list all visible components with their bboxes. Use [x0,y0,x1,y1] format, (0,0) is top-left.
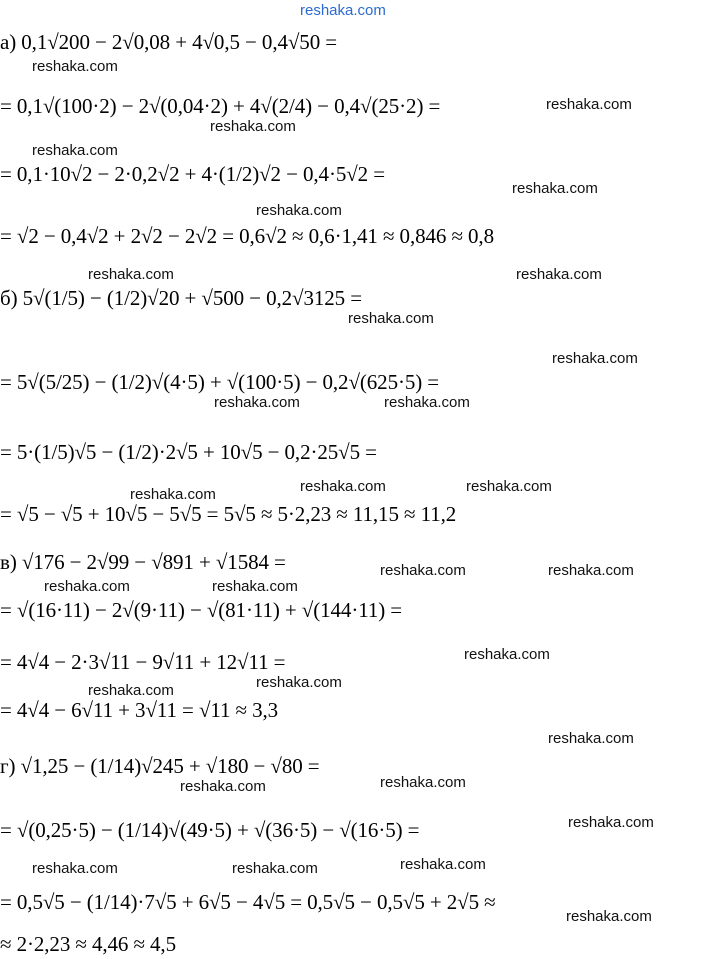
watermark: reshaka.com [400,856,486,873]
line-g-1: г) √1,25 − (1/14)√245 + √180 − √80 = [0,754,320,778]
line-b-4: = √5 − √5 + 10√5 − 5√5 = 5√5 ≈ 5·2,23 ≈ 11,15 ≈ 11,2 [0,502,457,526]
watermark: reshaka.com [546,96,632,113]
watermark: reshaka.com [32,142,118,159]
watermark: reshaka.com [552,350,638,367]
line-v-1: в) √176 − 2√99 − √891 + √1584 = [0,550,286,574]
line-v-4: = 4√4 − 6√11 + 3√11 = √11 ≈ 3,3 [0,698,279,722]
watermark: reshaka.com [380,562,466,579]
line-g-2: = √(0,25·5) − (1/14)√(49·5) + √(36·5) − √(16·5) = [0,818,420,842]
watermark: reshaka.com [212,578,298,595]
line-v-2: = √(16·11) − 2√(9·11) − √(81·11) + √(144·11) = [0,598,403,622]
watermark: reshaka.com [256,674,342,691]
watermark: reshaka.com [548,730,634,747]
watermark: reshaka.com [88,266,174,283]
watermark: reshaka.com [32,860,118,877]
line-b-3: = 5·(1/5)√5 − (1/2)·2√5 + 10√5 − 0,2·25√5 = [0,440,377,464]
watermark: reshaka.com [512,180,598,197]
line-a-4: = √2 − 0,4√2 + 2√2 − 2√2 = 0,6√2 ≈ 0,6·1,41 ≈ 0,846 ≈ 0,8 [0,224,494,248]
line-v-3: = 4√4 − 2·3√11 − 9√11 + 12√11 = [0,650,286,674]
watermark: reshaka.com [214,394,300,411]
line-a-3: = 0,1·10√2 − 2·0,2√2 + 4·(1/2)√2 − 0,4·5√2 = [0,162,385,186]
line-b-1: б) 5√(1/5) − (1/2)√20 + √500 − 0,2√3125 = [0,286,362,310]
watermark: reshaka.com [44,578,130,595]
watermark: reshaka.com [380,774,466,791]
watermark: reshaka.com [384,394,470,411]
watermark: reshaka.com [348,310,434,327]
watermark: reshaka.com [32,58,118,75]
watermark: reshaka.com [256,202,342,219]
watermark: reshaka.com [232,860,318,877]
watermark: reshaka.com [566,908,652,925]
watermark: reshaka.com [548,562,634,579]
line-a-2: = 0,1√(100·2) − 2√(0,04·2) + 4√(2/4) − 0,4√(25·2) = [0,94,441,118]
line-g-4: ≈ 2·2,23 ≈ 4,46 ≈ 4,5 [0,932,176,956]
line-a-1: а) 0,1√200 − 2√0,08 + 4√0,5 − 0,4√50 = [0,30,337,54]
watermark: reshaka.com [516,266,602,283]
watermark: reshaka.com [300,478,386,495]
watermark: reshaka.com [130,486,216,503]
line-b-2: = 5√(5/25) − (1/2)√(4·5) + √(100·5) − 0,2√(625·5) = [0,370,440,394]
watermark: reshaka.com [300,2,386,19]
watermark: reshaka.com [210,118,296,135]
watermark: reshaka.com [466,478,552,495]
watermark: reshaka.com [568,814,654,831]
watermark: reshaka.com [464,646,550,663]
line-g-3: = 0,5√5 − (1/14)·7√5 + 6√5 − 4√5 = 0,5√5 − 0,5√5 + 2√5 ≈ [0,890,496,914]
watermark: reshaka.com [88,682,174,699]
watermark: reshaka.com [180,778,266,795]
